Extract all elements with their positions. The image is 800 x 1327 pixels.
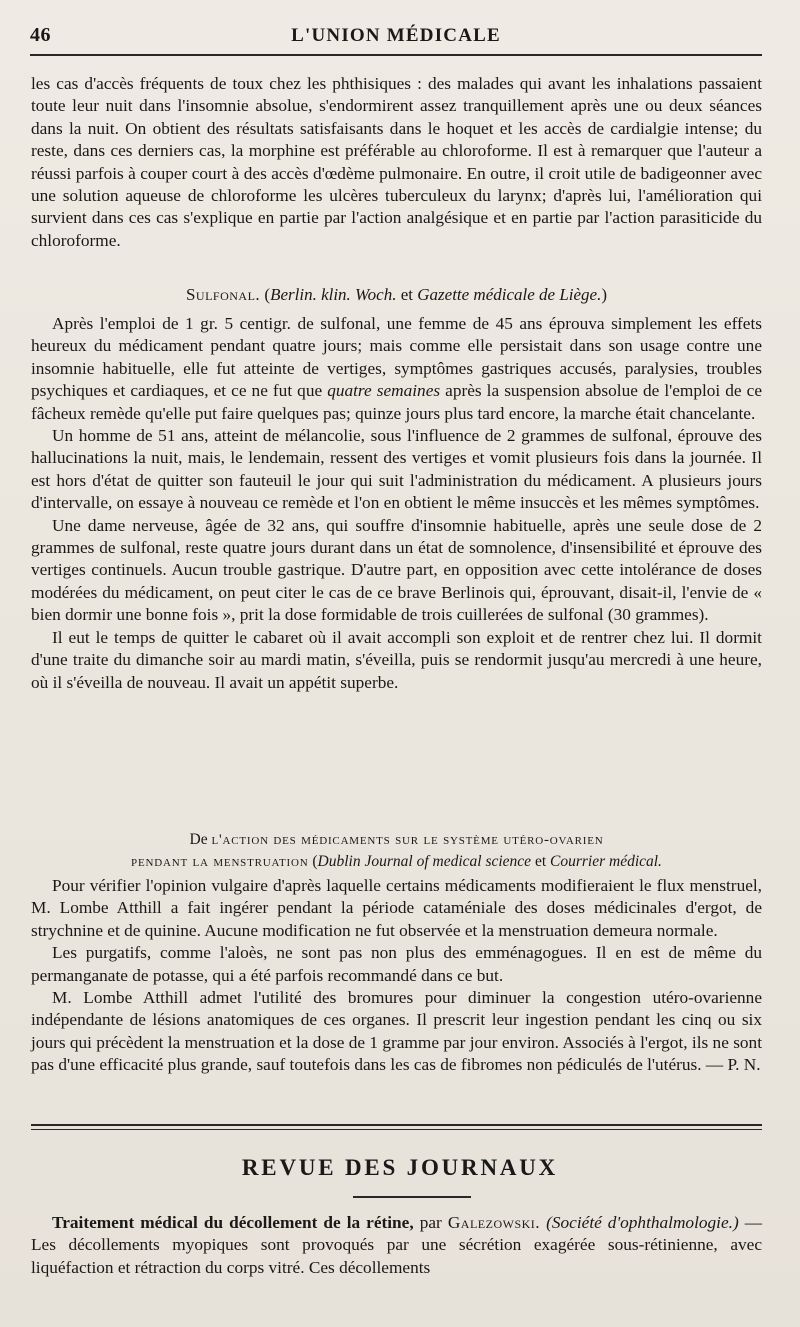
paragraph [31, 313, 762, 425]
heading-paren-open: ( [312, 853, 318, 870]
heading-de: De [189, 831, 208, 848]
heading-keyword: Sulfonal. [185, 285, 261, 304]
emphasis: quatre semaines [327, 381, 441, 401]
paragraph: Les purgatifs, comme l'aloès, ne sont pas non plus des emménagogues. Il en est de même du permanganate de potasse, qui a été parfois recommandé dans ce but. [31, 943, 762, 985]
section-heading-line-2 [31, 851, 762, 873]
paragraph-text: après la suspension absolue de l'emploi de ce fâcheux remède qu'elle put faire quelques pas; quinze jours plus tard encore, la marche était chancelante. [31, 381, 762, 423]
paragraph-text: — Les décollements myopiques sont provoqués par une sécrétion exagérée sous-rétinienne, avec liquéfaction et rétraction du corps vitré. Ces décollements [31, 1213, 763, 1277]
paragraph-text: les cas d'accès fréquents de toux chez les phthisiques : des malades qui avant les inhalations passaient toute leur nuit dans l'insomnie absolue, s'endormirent assez tranquillement après une ou deux séances dans la nuit. On obtient des résultats satisfaisants dans le hoquet et les accès de cardialgie intense; du reste, dans ces derniers cas, la morphine est préférable au chloroforme. Il est à remarquer que l'auteur a réussi parfois à couper court à des accès d'œdème pulmonaire. En outre, il croit utile de badigeonner avec une solution aqueuse de chloroforme les ulcères tuberculeux du larynx; d'après lui, l'amélioration qui survient dans ces cas s'explique en partie par l'action analgésique et en partie par l'action parasiticide du chloroforme. [31, 74, 762, 250]
running-header [30, 20, 762, 50]
article-par: par [419, 1213, 442, 1232]
section-divider [31, 1124, 762, 1130]
paragraph: Une dame nerveuse, âgée de 32 ans, qui souffre d'insomnie habituelle, après une seule dose de 2 grammes de sulfonal, reste quatre jours durant dans un état de somnolence, d'insensibilité et éprouve des vertiges continuels. Aucun trouble gastrique. D'autre part, en opposition avec cette intolérance de doses modérées du médicament, on peut citer le cas de ce brave Berlinois qui, éprouvant, disait-il, l'envie de « bien dormir une bonne fois », prit la dose formidable de trois cuillerées de sulfonal (30 grammes). [31, 515, 762, 625]
article-title: Traitement médical du décollement de la rétine, [52, 1213, 414, 1232]
heading-et: et [534, 853, 547, 870]
heading-source-2: Courrier médical. [550, 853, 662, 870]
title-underline [353, 1196, 471, 1198]
heading-source-1: Dublin Journal of medical science [317, 853, 532, 870]
header-rule [30, 54, 762, 56]
section-heading-line-1 [31, 829, 762, 851]
article-author: Galezowski. [447, 1213, 541, 1232]
section-title-revue: REVUE DES JOURNAUX [241, 1155, 559, 1180]
heading-paren-close: ) [601, 285, 608, 304]
journal-title: L'UNION MÉDICALE [291, 25, 501, 46]
paragraph: Il eut le temps de quitter le cabaret où il avait accompli son exploit et de rentrer chez lui. Il dormit d'une traite du dimanche soir au mardi matin, s'éveilla, puis se rendormit jusqu'au mercredi à une heure, où il s'éveilla de nouveau. Il avait un appétit superbe. [31, 627, 762, 692]
heading-title: l'action des médicaments sur le système utéro-ovarien [211, 832, 604, 848]
heading-source-1: Berlin. klin. Woch. [270, 285, 397, 304]
paragraph: Pour vérifier l'opinion vulgaire d'après laquelle certains médicaments modifieraient le flux menstruel, M. Lombe Atthill a fait ingérer pendant la période cataméniale des doses médicinales d'ergot, de strychnine et de quinine. Aucune modification ne fut observée et la menstruation demeura normale. [31, 876, 762, 940]
heading-source-2: Gazette médicale de Liège. [417, 285, 602, 304]
page-number: 46 [30, 24, 51, 46]
heading-et: et [400, 285, 413, 304]
paragraph: M. Lombe Atthill admet l'utilité des bromures pour diminuer la congestion utéro-ovarienne indépendante de lésions anatomiques de ces organes. Il prescrit leur ingestion pendant les cinq ou six jours qui précèdent la menstruation et la dose de 1 gramme par jour environ. Associés à l'ergot, ils ne sont pas d'une efficacité plus grande, sauf toutefois dans les cas de fibromes non pédiculés de l'utérus. — P. N. [31, 988, 762, 1075]
paragraph: Un homme de 51 ans, atteint de mélancolie, sous l'influence de 2 grammes de sulfonal, éprouve des hallucinations la nuit, mais, le lendemain, ressent des vertiges et vomit plusieurs fois dans la journée. Il est hors d'état de quitter son fauteuil le jour qui suit l'administration du médicament. A plusieurs jours d'intervalle, on essaye à nouveau ce remède et l'on en obtient le même insuccès et les mêmes symptômes. [31, 426, 762, 513]
paragraph-text: Après l'emploi de 1 gr. 5 centigr. de sulfonal, une femme de 45 ans éprouva simplement les effets heureux du médicament pendant quatre jours; mais comme elle persistait dans son usage contre une insomnie habituelle, elle fut atteinte de vertiges, symptômes gastriques accusés, paralysies, troubles psychiques et cardiaques, et ce ne fut que [31, 314, 762, 401]
menstruation-section [31, 829, 762, 1077]
sulfonal-section [31, 313, 762, 694]
article-source: (Société d'ophthalmologie.) [546, 1213, 739, 1232]
retine-section [31, 1212, 762, 1279]
paragraph [31, 1212, 762, 1279]
heading-paren-open: ( [264, 285, 271, 304]
paragraph-chloroforme [31, 73, 762, 252]
section-heading-sulfonal [31, 285, 762, 305]
heading-title: pendant la menstruation [131, 854, 309, 870]
